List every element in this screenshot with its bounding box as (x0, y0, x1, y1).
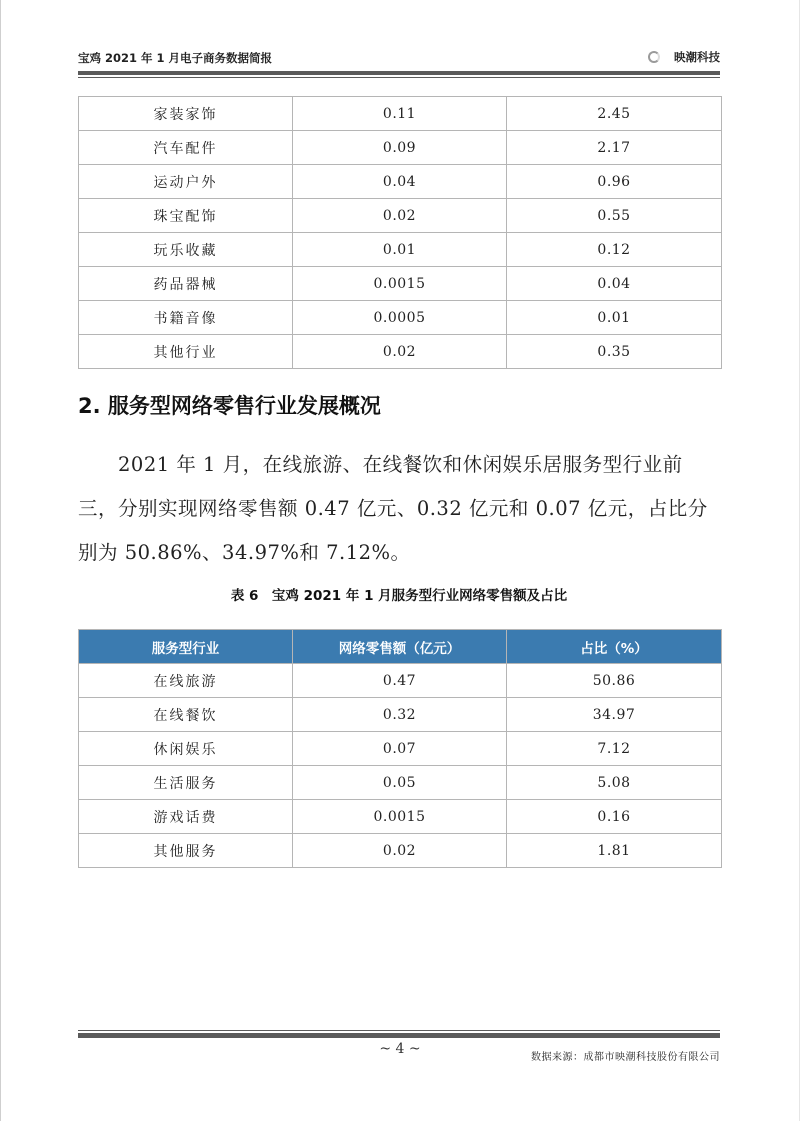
header-title: 宝鸡 2021 年 1 月电子商务数据简报 (78, 51, 273, 65)
ratio-cell: 2.17 (507, 131, 722, 165)
value-cell: 0.05 (293, 766, 507, 800)
ratio-cell: 0.55 (507, 199, 722, 233)
ratio-cell: 0.35 (507, 335, 722, 369)
section-heading: 2. 服务型网络零售行业发展概况 (78, 394, 381, 418)
category-cell: 在线餐饮 (79, 698, 293, 732)
ratio-cell: 0.16 (507, 800, 722, 834)
header-rule-thin (78, 77, 720, 78)
page-number: ~ 4 ~ (379, 1041, 421, 1057)
ratio-cell: 0.04 (507, 267, 722, 301)
table-row (79, 834, 722, 868)
value-cell: 0.02 (293, 199, 507, 233)
table-row (79, 267, 722, 301)
service-sales-table (78, 629, 722, 868)
ratio-cell: 2.45 (507, 97, 722, 131)
category-cell: 书籍音像 (79, 301, 293, 335)
brand-logo-icon (648, 51, 660, 63)
brand-name: 映潮科技 (674, 50, 720, 64)
value-cell: 0.09 (293, 131, 507, 165)
category-cell: 休闲娱乐 (79, 732, 293, 766)
value-cell: 0.04 (293, 165, 507, 199)
category-cell: 游戏话费 (79, 800, 293, 834)
ratio-cell: 1.81 (507, 834, 722, 868)
category-cell: 在线旅游 (79, 664, 293, 698)
page-border-left (0, 0, 1, 1121)
category-cell: 家装家饰 (79, 97, 293, 131)
table-row (79, 199, 722, 233)
table-row (79, 766, 722, 800)
page-header (78, 44, 720, 70)
ratio-cell: 0.96 (507, 165, 722, 199)
ratio-cell: 5.08 (507, 766, 722, 800)
header-rule-thick (78, 71, 720, 75)
table-header-row (79, 630, 722, 664)
category-cell: 运动户外 (79, 165, 293, 199)
column-header-ratio: 占比（%） (507, 630, 722, 664)
value-cell: 0.0005 (293, 301, 507, 335)
column-header-value: 网络零售额（亿元） (293, 630, 507, 664)
table-caption: 表 6 宝鸡 2021 年 1 月服务型行业网络零售额及占比 (230, 588, 568, 604)
category-cell: 生活服务 (79, 766, 293, 800)
ratio-cell: 34.97 (507, 698, 722, 732)
value-cell: 0.32 (293, 698, 507, 732)
value-cell: 0.02 (293, 335, 507, 369)
ratio-cell: 0.12 (507, 233, 722, 267)
category-sales-table-continued (78, 96, 722, 369)
header-logo (648, 49, 720, 65)
ratio-cell: 7.12 (507, 732, 722, 766)
value-cell: 0.01 (293, 233, 507, 267)
table-row (79, 233, 722, 267)
value-cell: 0.02 (293, 834, 507, 868)
value-cell: 0.47 (293, 664, 507, 698)
table-row (79, 335, 722, 369)
category-cell: 汽车配件 (79, 131, 293, 165)
category-cell: 药品器械 (79, 267, 293, 301)
table-row (79, 800, 722, 834)
table-row (79, 131, 722, 165)
table-row (79, 97, 722, 131)
ratio-cell: 50.86 (507, 664, 722, 698)
table-row (79, 732, 722, 766)
column-header-category: 服务型行业 (79, 630, 293, 664)
value-cell: 0.07 (293, 732, 507, 766)
category-cell: 其他服务 (79, 834, 293, 868)
table-row (79, 165, 722, 199)
footer-rule-thick (78, 1033, 720, 1038)
category-cell: 玩乐收藏 (79, 233, 293, 267)
table-row (79, 664, 722, 698)
value-cell: 0.0015 (293, 800, 507, 834)
table-row (79, 301, 722, 335)
footer-source: 数据来源：成都市映潮科技股份有限公司 (531, 1052, 720, 1063)
category-cell: 珠宝配饰 (79, 199, 293, 233)
ratio-cell: 0.01 (507, 301, 722, 335)
footer-rule-thin (78, 1030, 720, 1031)
value-cell: 0.0015 (293, 267, 507, 301)
category-cell: 其他行业 (79, 335, 293, 369)
table-row (79, 698, 722, 732)
section-paragraph: 2021 年 1 月，在线旅游、在线餐饮和休闲娱乐居服务型行业前三，分别实现网络零售额 0.47 亿元、0.32 亿元和 0.07 亿元，占比分别为 50.86%、34.97%和 7.12%。 (78, 453, 708, 564)
value-cell: 0.11 (293, 97, 507, 131)
